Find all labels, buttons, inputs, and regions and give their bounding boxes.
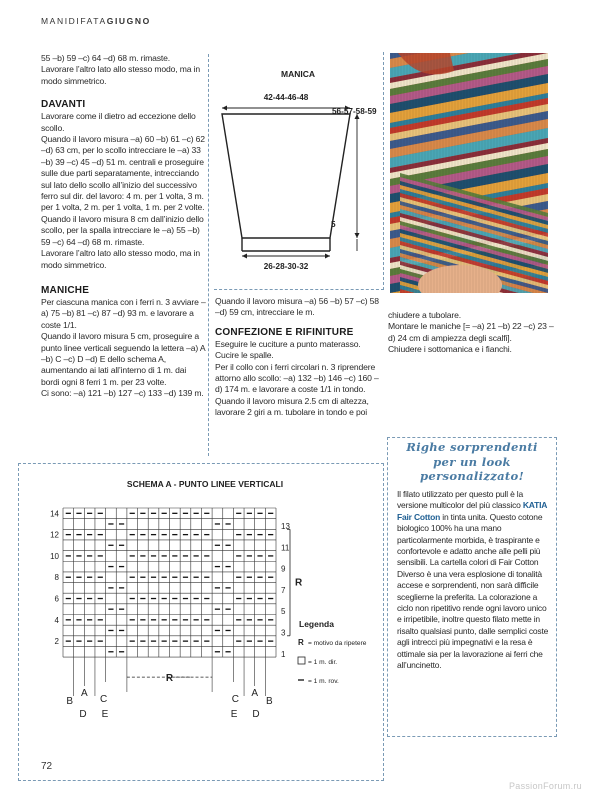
yarn-info-box xyxy=(387,437,557,737)
bottom-repeat-label: R xyxy=(165,673,174,685)
info-title-line: personalizzato! xyxy=(420,469,524,483)
arrow-right-icon xyxy=(325,254,330,259)
paragraph: Quando il lavoro misura 5 cm, proseguire a punto linee verticali seguendo la lettera –a) A –b) C –c) D –d) E dello schema A, aumentando ai lati all’interno di 1 m. dai bordi ogni 8 ferri 1 m. per 23 volte. xyxy=(41,331,205,387)
stitch-grid xyxy=(63,508,276,657)
row-number-label: 9 xyxy=(281,564,286,574)
size-letter: A xyxy=(251,688,259,699)
info-text xyxy=(397,489,553,672)
row-number-label: 14 xyxy=(50,509,59,519)
paragraph: Quando il lavoro misura –a) 60 –b) 61 –c) 62 –d) 63 cm, per lo scollo intrecciare le –a) 33 –b) 39 –c) 45 –d) 51 m. centrali e proseguire sulle due parti separatamente, intrecciando sul lato dello scollo all’inizio del successivo ferro sul dir. del lavoro: 4 m. per 1 volta, 3 m. per 1 volta, 2 m. per 1 volta, 1 m. per 2 volte. xyxy=(41,134,205,213)
row-number-label: 4 xyxy=(54,615,59,625)
paragraph: Eseguire le cuciture a punto materasso. xyxy=(215,338,361,349)
schema-title: SCHEMA A - PUNTO LINEE VERTICALI xyxy=(126,479,284,489)
sweater-photo-image xyxy=(390,53,548,293)
issue-month: GIUGNO xyxy=(106,16,151,26)
instructions-column-3 xyxy=(388,310,556,356)
manica-diagram-box xyxy=(214,52,384,290)
row-number-label: 3 xyxy=(281,628,286,638)
size-letter: D xyxy=(252,709,260,720)
paragraph: Per il collo con i ferri circolari n. 3 riprendere attorno allo scollo: –a) 132 –b) 146 –c) 160 –d) 174 m. e lavorare a coste 1/1 in tondo. xyxy=(215,361,379,395)
paragraph: Quando il lavoro misura 2.5 cm di altezza, lavorare 2 giri a m. tubolare in tondo e poi xyxy=(215,395,369,418)
sweater-photo xyxy=(390,53,548,293)
paragraph: 55 –b) 59 –c) 64 –d) 68 m. rimaste. xyxy=(41,53,170,63)
legend-title: Legenda xyxy=(299,619,334,629)
bottom-width-label: 26-28-30-32 xyxy=(263,262,309,271)
section-heading-confezione: CONFEZIONE E RIFINITURE xyxy=(215,326,354,338)
legend-r-text: = motivo da ripetere xyxy=(308,640,367,647)
info-title-line: per un look xyxy=(433,454,511,469)
instructions-column-1 xyxy=(41,53,206,400)
row-number-label: 6 xyxy=(54,594,59,604)
legend-r-key: R xyxy=(298,638,304,647)
row-number-label: 11 xyxy=(281,543,290,553)
row-number-label: 8 xyxy=(54,573,59,583)
size-letter: C xyxy=(231,694,240,705)
height-label: 56-57-58-59 xyxy=(332,107,377,116)
arrow-left-icon xyxy=(222,106,227,111)
row-number-label: 10 xyxy=(50,551,59,561)
schema-a-chart xyxy=(19,464,385,782)
info-text-part: Il filato utilizzato per questo pull è la versione multicolor del più classico xyxy=(397,489,523,511)
paragraph: chiudere a tubolare. xyxy=(388,310,461,320)
magazine-name: MANIDIFATA xyxy=(41,16,107,26)
page-header xyxy=(41,16,151,26)
size-letter: B xyxy=(66,696,73,707)
page-number: 72 xyxy=(41,761,53,772)
section-heading-maniche: MANICHE xyxy=(41,284,90,296)
row-number-label: 13 xyxy=(281,521,290,531)
side-repeat-label: R xyxy=(295,577,303,589)
info-title-line: Righe sorprendenti xyxy=(406,440,538,454)
top-width-label: 42-44-46-48 xyxy=(263,93,309,102)
size-letter: E xyxy=(230,709,238,720)
paragraph: Ci sono: –a) 121 –b) 127 –c) 133 –d) 139 m. xyxy=(41,388,204,399)
row-number-label: 2 xyxy=(54,637,59,647)
watermark: PassionForum.ru xyxy=(508,781,582,791)
info-title xyxy=(388,440,556,484)
manica-title: MANICA xyxy=(281,69,315,79)
paragraph: Lavorare l’altro lato allo stesso modo, ma in modo simmetrico. xyxy=(41,64,200,86)
size-letter: D xyxy=(79,709,87,720)
column-divider xyxy=(208,54,209,456)
schema-a-box xyxy=(18,463,384,781)
section-heading-davanti: DAVANTI xyxy=(41,99,86,111)
paragraph: Quando il lavoro misura –a) 56 –b) 57 –c) 58 –d) 59 cm, intrecciare le m. xyxy=(215,296,379,318)
cuff-label: 5 xyxy=(331,220,336,229)
instructions-column-2 xyxy=(215,296,381,419)
row-number-label: 7 xyxy=(281,585,286,595)
row-number-label: 12 xyxy=(50,530,59,540)
knit-stitch-icon xyxy=(298,657,305,664)
size-letter: B xyxy=(266,696,273,707)
legend-dir-text: = 1 m. dir. xyxy=(308,659,338,666)
size-letter: E xyxy=(101,709,109,720)
paragraph: Quando il lavoro misura 8 cm dall’inizio dello scollo, per la spalla intrecciare le –a) 55 –b) 59 –c) 64 –d) 68 m. rimaste. xyxy=(41,213,204,247)
paragraph: Chiudere i sottomanica e i fianchi. xyxy=(388,344,512,355)
arrow-left-icon xyxy=(242,254,247,259)
row-number-label: 5 xyxy=(281,607,286,617)
size-letter: A xyxy=(80,688,88,699)
paragraph: Cucire le spalle. xyxy=(215,350,274,361)
paragraph: Per ciascuna manica con i ferri n. 3 avviare –a) 75 –b) 81 –c) 87 –d) 93 m. e lavorare a coste 1/1. xyxy=(41,296,206,330)
manica-diagram xyxy=(214,52,384,290)
size-letter: C xyxy=(99,694,108,705)
paragraph: Lavorare come il dietro ad eccezione dello scollo. xyxy=(41,111,196,133)
row-number-label: 1 xyxy=(281,649,286,659)
legend-rov-text: = 1 m. rov. xyxy=(308,678,339,685)
info-text-part: in tinta unita. Questo cotone biologico 100% ha una mano particolarmente morbida, è traspirante e confortevole e adatto anche alle pelli più sensibili. La cartella colori di Fair Cotton Diverso è una vera esplosione di tonalità accese e sorprendenti, non sarà difficile sceglierne la preferita. La colorazione a ciclo non ripetitivo rende ogni lavoro unico e irripetibile, inoltre questo filato mette in risalto qualsiasi punto, dalle semplici coste agli intrecci più impegnativi e la resa è ottimale sia per la lavorazione ai ferri che all’uncinetto. xyxy=(397,511,549,671)
yarn-brand: KATIA Fair Cotton xyxy=(397,500,547,522)
paragraph: Montare le maniche [= –a) 21 –b) 22 –c) 23 –d) 24 cm di ampiezza degli scalfi]. xyxy=(388,321,554,343)
paragraph: Lavorare l’altro lato allo stesso modo, ma in modo simmetrico. xyxy=(41,248,200,270)
arrow-down-icon xyxy=(355,233,360,238)
